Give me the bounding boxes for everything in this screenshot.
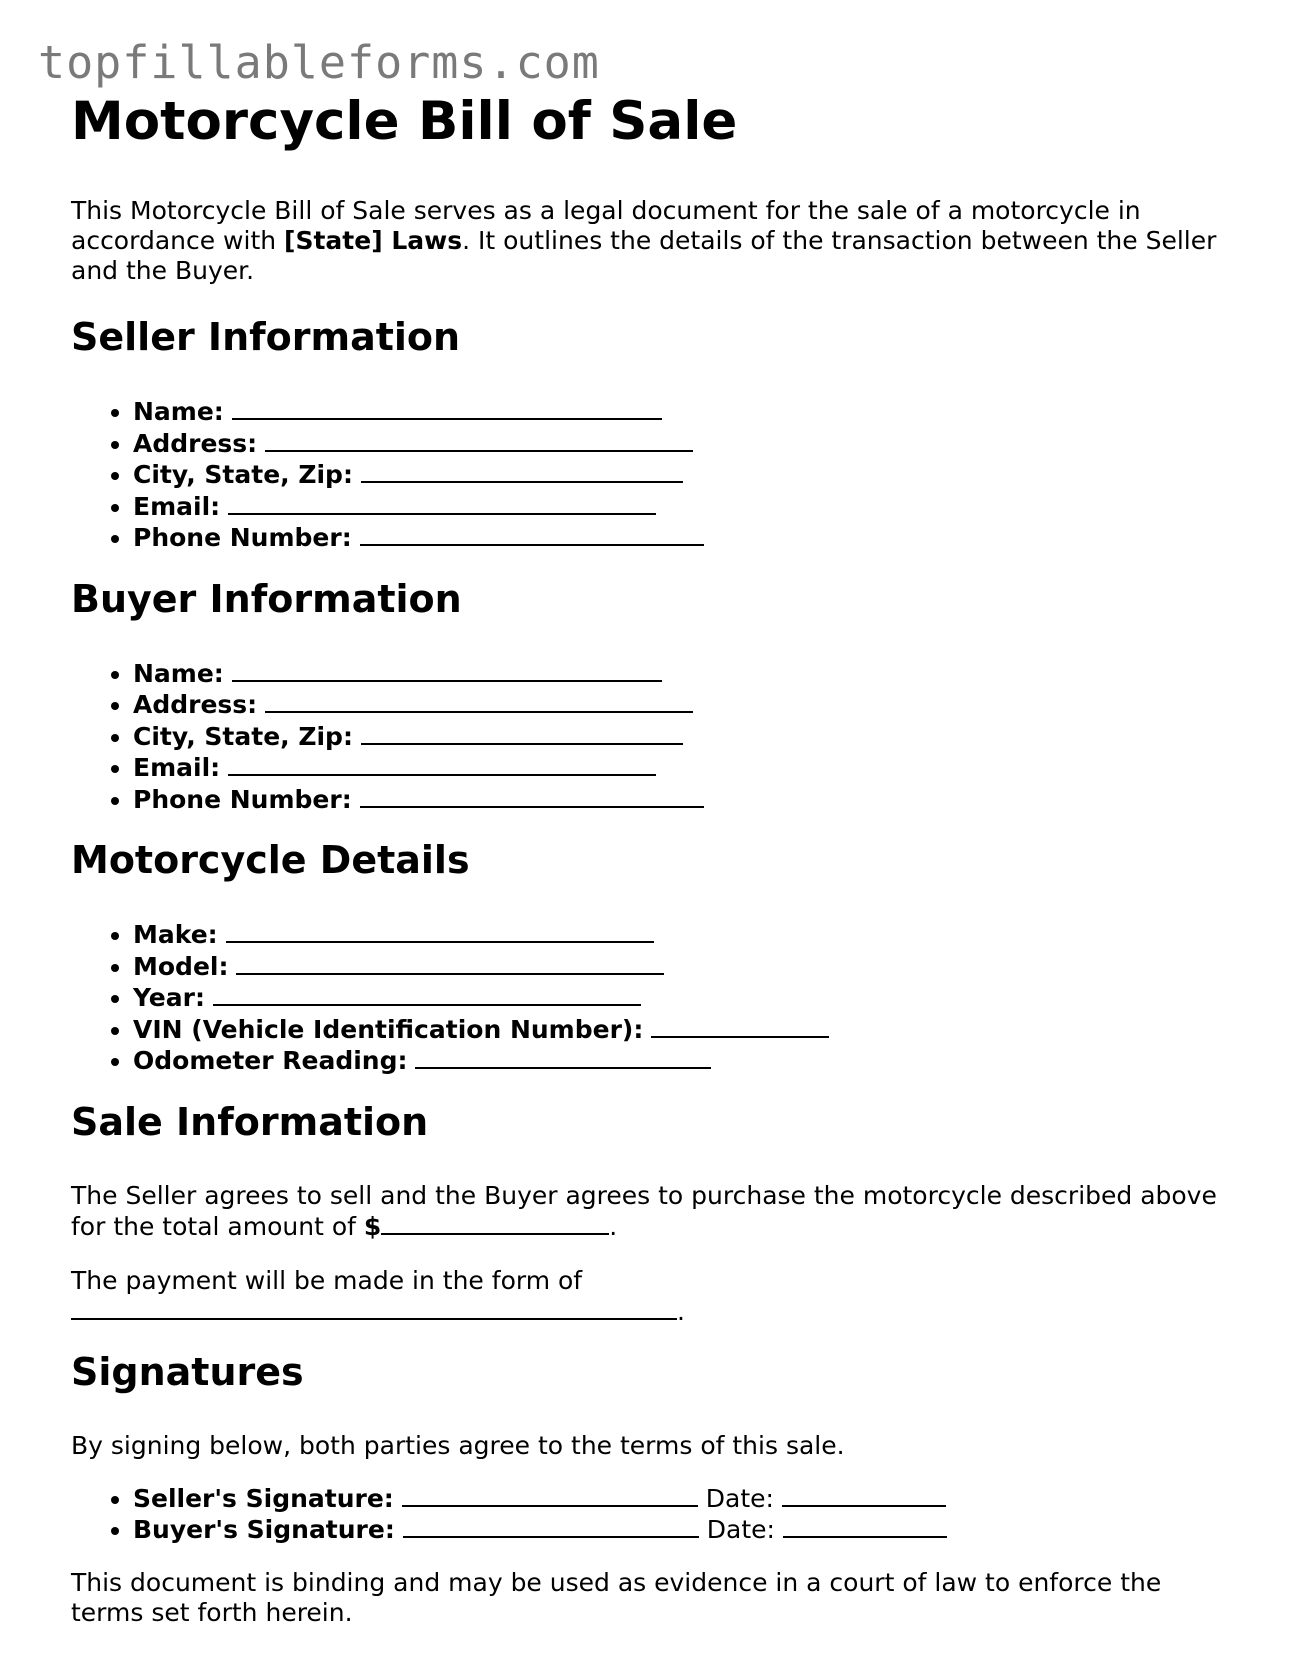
buyer-city-label: City, State, Zip: — [133, 721, 353, 751]
seller-city-item — [133, 459, 1231, 491]
seller-signature-label: Seller's Signature: — [133, 1483, 394, 1513]
seller-heading: Seller Information — [71, 315, 461, 359]
vin-label: VIN (Vehicle Identification Number): — [133, 1014, 644, 1044]
page-title: Motorcycle Bill of Sale — [71, 91, 738, 152]
buyer-city-blank[interactable] — [361, 721, 683, 745]
buyer-date-label: Date: — [706, 1515, 775, 1544]
year-label: Year: — [133, 983, 205, 1012]
document — [71, 90, 1231, 1628]
buyer-signature-item — [133, 1514, 1231, 1546]
intro-text-before: This Motorcycle Bill of Sale serves as a legal document for the sale of a motorcycle in accordance with — [71, 196, 1141, 255]
seller-email-blank[interactable] — [228, 491, 656, 515]
payment-form-blank[interactable] — [71, 1296, 677, 1320]
make-label: Make: — [133, 920, 218, 949]
sale-amount-paragraph — [71, 1181, 1231, 1242]
seller-email-item — [133, 491, 1231, 523]
model-label: Model: — [133, 951, 229, 981]
model-item — [133, 951, 1231, 983]
sale-amount-period: . — [609, 1211, 618, 1241]
sale-amount-text: The Seller agrees to sell and the Buyer agrees to purchase the motorcycle described above for the total amount of — [71, 1180, 1217, 1241]
buyer-email-blank[interactable] — [228, 752, 656, 776]
buyer-name-item — [133, 658, 1231, 690]
intro-paragraph — [71, 196, 1231, 286]
odometer-item — [133, 1045, 1231, 1077]
buyer-email-item — [133, 752, 1231, 784]
seller-phone-item — [133, 522, 1231, 554]
seller-city-label: City, State, Zip: — [133, 460, 353, 489]
seller-city-blank[interactable] — [361, 459, 683, 483]
seller-address-blank[interactable] — [265, 428, 693, 452]
buyer-heading: Buyer Information — [71, 576, 462, 621]
buyer-name-label: Name: — [133, 658, 224, 688]
seller-date-blank[interactable] — [782, 1483, 946, 1507]
seller-phone-blank[interactable] — [360, 522, 704, 546]
signature-list — [71, 1483, 1231, 1546]
buyer-phone-item — [133, 784, 1231, 816]
buyer-phone-label: Phone Number: — [133, 784, 352, 814]
buyer-city-item — [133, 721, 1231, 753]
seller-signature-item — [133, 1483, 1231, 1515]
seller-name-label: Name: — [133, 397, 224, 426]
payment-form-period: . — [677, 1296, 685, 1326]
make-item — [133, 919, 1231, 951]
year-blank[interactable] — [213, 982, 641, 1006]
buyer-address-item — [133, 689, 1231, 721]
buyer-email-label: Email: — [133, 753, 221, 782]
seller-date-label: Date: — [705, 1483, 774, 1513]
motorcycle-field-list — [71, 919, 1231, 1077]
vin-item — [133, 1014, 1231, 1046]
seller-phone-label: Phone Number: — [133, 523, 352, 552]
motorcycle-heading: Motorcycle Details — [71, 838, 470, 882]
buyer-name-blank[interactable] — [232, 658, 662, 682]
odometer-blank[interactable] — [415, 1045, 711, 1069]
closing-paragraph: This document is binding and may be used as evidence in a court of law to enforce the terms set forth herein. — [71, 1567, 1162, 1627]
sale-heading: Sale Information — [71, 1099, 429, 1144]
sale-amount-blank[interactable] — [381, 1211, 609, 1235]
buyer-signature-blank[interactable] — [403, 1514, 699, 1538]
model-blank[interactable] — [236, 951, 664, 975]
seller-address-label: Address: — [133, 428, 258, 458]
make-blank[interactable] — [226, 919, 654, 943]
intro-text-after: . It outlines the details of the transaction between the Seller and the Buyer. — [71, 226, 1217, 285]
seller-name-item — [133, 396, 1231, 428]
payment-form-text: The payment will be made in the form of — [71, 1265, 583, 1295]
buyer-address-blank[interactable] — [265, 689, 693, 713]
buyer-signature-label: Buyer's Signature: — [133, 1515, 395, 1544]
watermark: topfillableforms.com — [38, 36, 600, 89]
buyer-field-list — [71, 658, 1231, 816]
currency-symbol: $ — [363, 1211, 382, 1241]
seller-address-item — [133, 428, 1231, 460]
seller-field-list — [71, 396, 1231, 554]
seller-name-blank[interactable] — [232, 396, 662, 420]
year-item — [133, 982, 1231, 1014]
vin-blank[interactable] — [651, 1014, 829, 1038]
intro-state-laws: [State] Laws — [284, 226, 463, 255]
signatures-intro: By signing below, both parties agree to the terms of this sale. — [71, 1430, 845, 1460]
payment-form-paragraph — [71, 1266, 1231, 1327]
buyer-date-blank[interactable] — [783, 1514, 947, 1538]
seller-signature-blank[interactable] — [402, 1483, 698, 1507]
odometer-label: Odometer Reading: — [133, 1046, 408, 1075]
buyer-phone-blank[interactable] — [360, 784, 704, 808]
buyer-address-label: Address: — [133, 690, 258, 719]
seller-email-label: Email: — [133, 491, 221, 521]
signatures-heading: Signatures — [71, 1349, 304, 1394]
